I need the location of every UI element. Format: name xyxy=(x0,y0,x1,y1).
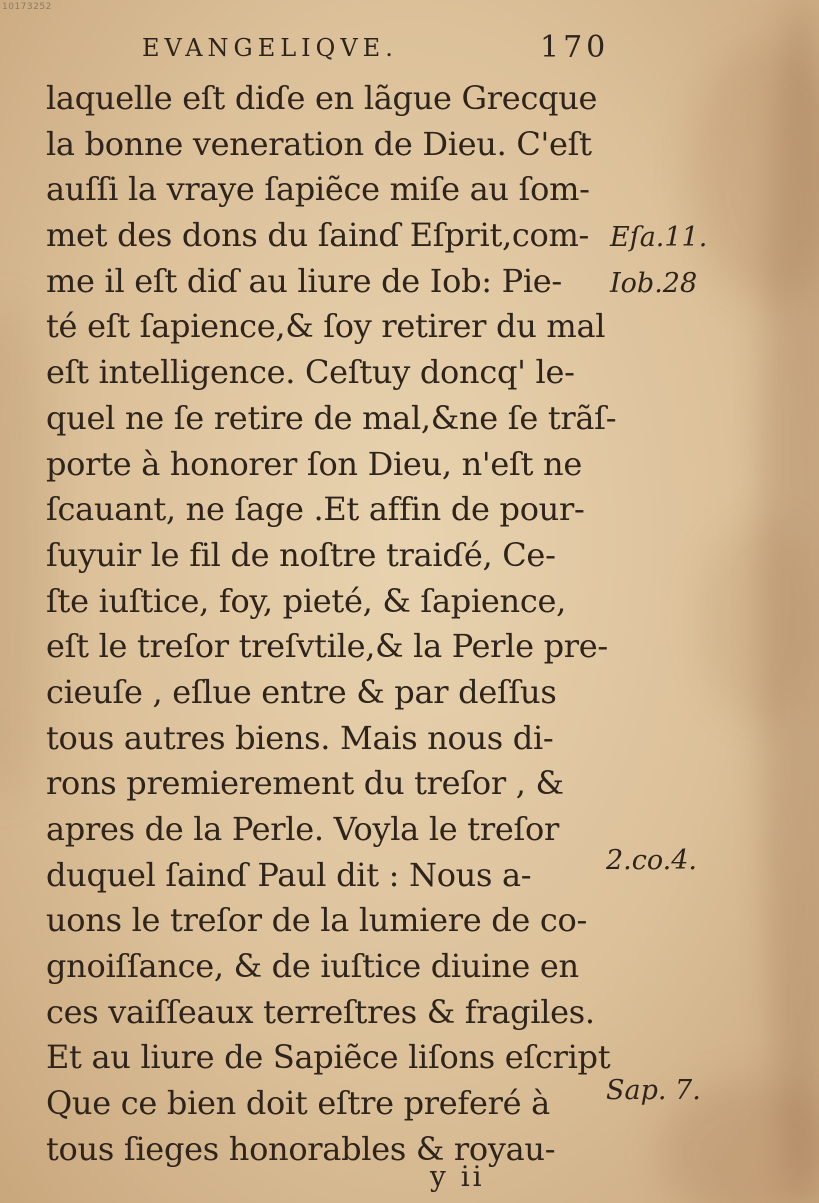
text-line: duquel ſainɗ Paul dit : Nous a- xyxy=(46,855,532,894)
text-line: eſt le treſor treſvtile,& la Perle pre- xyxy=(46,627,608,666)
margin-note-corinthians: 2.co.4. xyxy=(606,845,698,876)
text-line: tous ſieges honorables & royau- xyxy=(46,1129,556,1168)
catalog-id: 10173252 xyxy=(2,2,52,12)
folio-number: 170 xyxy=(540,30,610,65)
text-line: auſſi la vraye ſapiẽce miſe au ſom- xyxy=(46,170,590,209)
text-line: ſuyuir le fil de noſtre traiɗé, Ce- xyxy=(46,535,556,574)
margin-note-sapience: Sap. 7. xyxy=(606,1075,701,1106)
text-line: rons premierement du treſor , & xyxy=(46,764,564,803)
text-line: cieuſe , eſlue entre & par deſſus xyxy=(46,672,557,711)
text-line: eſt intelligence. Ceſtuy doncq' le- xyxy=(46,353,575,392)
signature-mark: y ii xyxy=(430,1160,485,1193)
text-line: quel ne ſe retire de mal,&ne ſe trãſ- xyxy=(46,398,617,437)
text-line: té eſt ſapience,& ſoy retirer du mal xyxy=(46,307,606,346)
text-line: met des dons du ſainɗ Eſprit,com- xyxy=(46,216,590,255)
text-line: ſte iuſtice, foy, pieté, & ſapience, xyxy=(46,581,566,620)
text-line: laquelle eſt diɗe en lãgue Grecque xyxy=(46,79,598,117)
margin-note-iob: Iob.28 xyxy=(610,268,698,299)
text-line: tous autres biens. Mais nous di- xyxy=(46,718,554,757)
paper-stain xyxy=(0,300,50,800)
text-line: gnoiſſance, & de iuſtice diuine en xyxy=(46,947,579,986)
text-line: Et au liure de Sapiẽce liſons eſcript xyxy=(46,1038,611,1077)
margin-note-esaie: Eſa.11. xyxy=(610,222,708,253)
text-line: la bonne veneration de Dieu. C'eſt xyxy=(46,124,592,163)
text-line: apres de la Perle. Voyla le treſor xyxy=(46,810,559,848)
text-line: Que ce bien doit eſtre preferé à xyxy=(46,1084,550,1123)
text-line: uons le treſor de la lumiere de co- xyxy=(46,901,588,940)
body-text xyxy=(46,76,618,1173)
text-line: ſcauant, ne ſage .Et affin de pour- xyxy=(46,490,585,529)
text-line: ces vaiſſeaux terreſtres & fragiles. xyxy=(46,992,595,1031)
running-head: EVANGELIQVE. xyxy=(142,34,398,62)
text-line: porte à honorer ſon Dieu, n'eſt ne xyxy=(46,444,582,483)
text-line: me il eſt diɗ au liure de Iob: Pie- xyxy=(46,261,562,300)
